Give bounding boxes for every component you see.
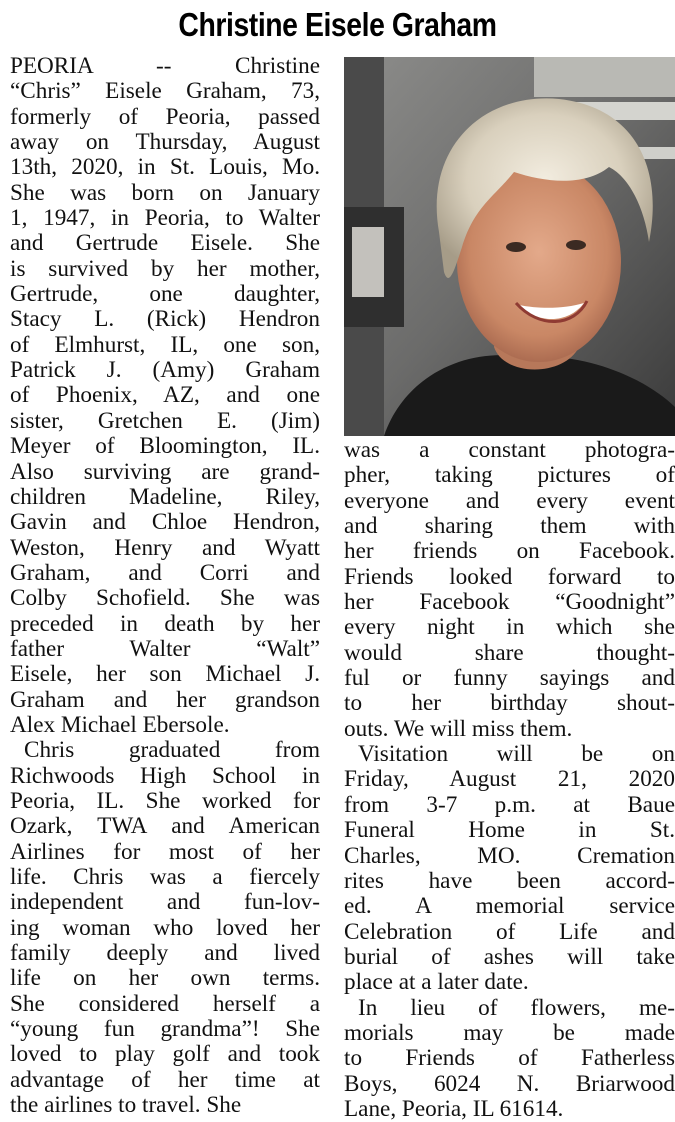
right-column-line: would share thought- [344,639,675,666]
left-column-line: PEORIA -- Christine [10,53,320,79]
right-column-line: her friends on Facebook. [344,538,675,565]
left-column-line: Graham and her grandson [10,686,320,713]
right-column-line: to Friends of Fatherless [344,1045,675,1072]
right-column-line: outs. We will miss them. [344,715,573,742]
left-column-line: children Madeline, Riley, [10,483,320,510]
left-column-line: advantage of her time at [10,1066,320,1093]
left-column-line: father Walter “Walt” [10,635,320,662]
right-column-line: to her birthday shout- [344,690,675,717]
left-column-line: is survived by her mother, [10,255,320,282]
right-column-line: every night in which she [344,614,675,641]
left-column-line: “Chris” Eisele Graham, 73, [10,78,320,105]
left-column-line: the airlines to travel. She [10,1092,242,1119]
left-column-line: Meyer of Bloomington, IL. [10,433,320,460]
left-column-line: Alex Michael Ebersole. [10,711,230,738]
right-column-line: Charles, MO. Cremation [344,842,675,869]
right-column-line: and sharing them with [344,513,675,540]
left-column-line: Ozark, TWA and American [10,813,320,840]
left-column-line: Also surviving are grand- [10,458,320,485]
left-column-line: Chris graduated from [24,737,320,764]
left-column-line: 13th, 2020, in St. Louis, Mo. [10,154,320,181]
left-column-line: life on her own terms. [10,965,320,992]
right-column-line: Friends looked forward to [344,563,675,590]
right-column-line: rites have been accord- [344,867,675,894]
left-column-text [10,54,320,1118]
right-column-line: In lieu of flowers, me- [358,994,675,1021]
left-column-line: Gertrude, one daughter, [10,281,320,308]
right-column-text [344,438,675,1122]
left-column-line: independent and fun-lov- [10,889,320,916]
left-column-line: Eisele, her son Michael J. [10,661,320,688]
right-column-line: everyone and every event [344,487,675,514]
left-column-line: Richwoods High School in [10,762,320,789]
left-column-line: Colby Schofield. She was [10,585,320,612]
right-column-line: Visitation will be on [358,741,675,768]
right-column-line: her Facebook “Goodnight” [344,589,675,616]
left-column-line: 1, 1947, in Peoria, to Walter [10,205,320,232]
right-column-line: place at a later date. [344,969,529,996]
right-column-line: ed. A memorial service [344,893,675,920]
left-column-line: Weston, Henry and Wyatt [10,534,320,561]
left-column-line: sister, Gretchen E. (Jim) [10,407,320,434]
left-column-line: away on Thursday, August [10,129,320,156]
left-column-line: Peoria, IL. She worked for [10,787,320,814]
left-column-line: Graham, and Corri and [10,559,320,586]
right-column-line: was a constant photogra- [344,438,675,463]
left-column-line: of Phoenix, AZ, and one [10,382,320,409]
left-column-line: formerly of Peoria, passed [10,103,320,130]
right-column-line: pher, taking pictures of [344,462,675,489]
right-column-line: Celebration of Life and [344,918,675,945]
left-column-line: She was born on January [10,179,320,206]
left-column-line: Gavin and Chloe Hendron, [10,509,320,536]
left-column-line: preceded in death by her [10,610,320,637]
left-column-line: ing woman who loved her [10,914,320,941]
portrait-photo [344,57,675,436]
right-column-line: ful or funny sayings and [344,665,675,692]
right-column-line: Boys, 6024 N. Briarwood [344,1070,675,1097]
obituary-title: Christine Eisele Graham [178,6,497,43]
left-column-line: family deeply and lived [10,940,320,967]
left-column-line: of Elmhurst, IL, one son, [10,331,320,358]
left-column-line: loved to play golf and took [10,1041,320,1068]
right-column-line: Lane, Peoria, IL 61614. [344,1095,564,1122]
right-column-line: burial of ashes will take [344,943,675,970]
left-column-line: and Gertrude Eisele. She [10,230,320,257]
right-column-line: Friday, August 21, 2020 [344,766,675,793]
left-column-line: “young fun grandma”! She [10,1016,320,1043]
right-column-line: morials may be made [344,1019,675,1046]
left-column-line: life. Chris was a fiercely [10,864,320,890]
right-column-line: from 3-7 p.m. at Baue [344,791,675,818]
portrait-image [344,57,675,436]
right-column-line: Funeral Home in St. [344,817,675,844]
left-column-line: Patrick J. (Amy) Graham [10,357,320,384]
left-column-line: Stacy L. (Rick) Hendron [10,306,320,333]
left-column-line: She considered herself a [10,990,320,1017]
left-column-line: Airlines for most of her [10,838,320,865]
